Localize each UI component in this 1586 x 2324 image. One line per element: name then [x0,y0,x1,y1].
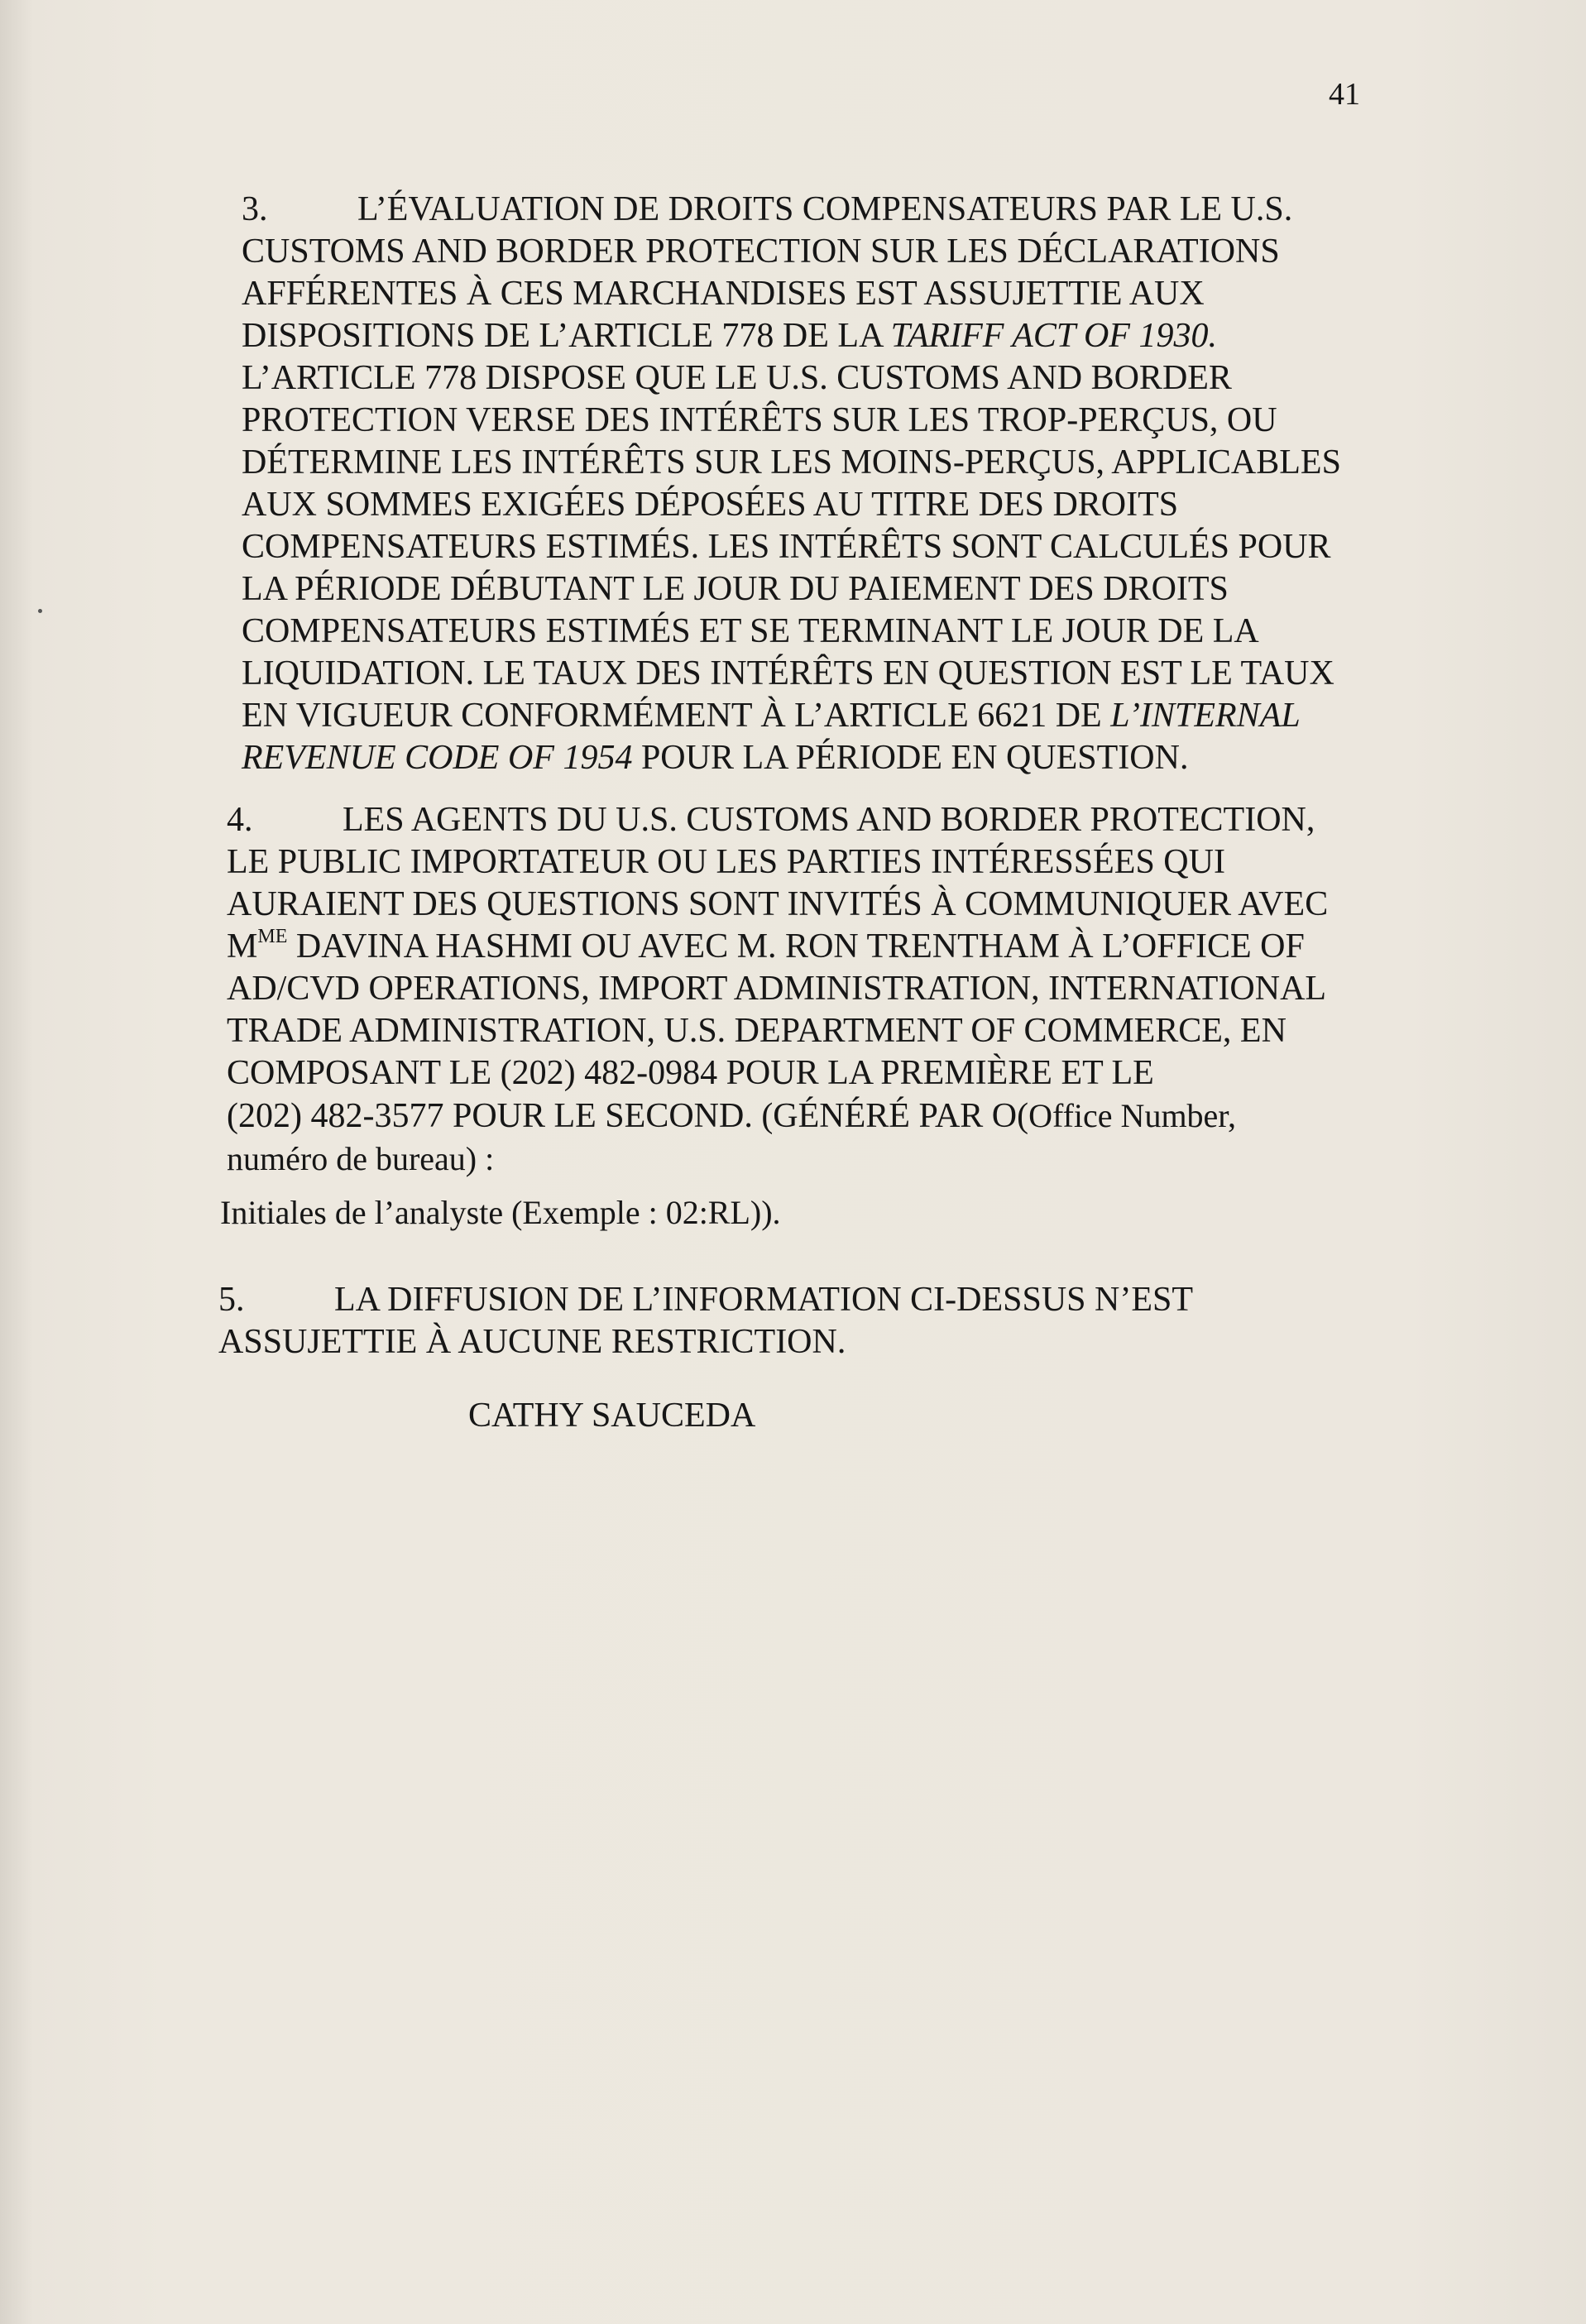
honorific: M [227,927,258,966]
initials-text: Initiales de l’analyste (Exemple : 02:RL)). [220,1194,781,1231]
section-text-line: DISPOSITIONS DE L’ARTICLE 778 DE LA [242,317,891,355]
scan-speck [38,609,42,613]
section-text-line: LIQUIDATION. LE TAUX DES INTÉRÊTS EN QUESTION EST LE TAUX [242,654,1334,692]
section-text-line: AFFÉRENTES À CES MARCHANDISES EST ASSUJETTIE AUX [242,275,1205,313]
section-text-line: COMPENSATEURS ESTIMÉS ET SE TERMINANT LE JOUR DE LA [242,612,1259,650]
section-text-line: ASSUJETTIE À AUCUNE RESTRICTION. [218,1323,846,1361]
section-number: 5. [218,1281,245,1319]
section-text-line: L’ARTICLE 778 DISPOSE QUE LE U.S. CUSTOMS AND BORDER [242,359,1232,397]
section-text-line: AUX SOMMES EXIGÉES DÉPOSÉES AU TITRE DES DROITS [242,486,1179,524]
section-text-line: Office Number, [1028,1097,1237,1134]
section-text-line: PROTECTION VERSE DES INTÉRÊTS SUR LES TROP-PERÇUS, OU [242,401,1277,439]
section-text-line: numéro de bureau) : [227,1140,495,1177]
section-text-line: DÉTERMINE LES INTÉRÊTS SUR LES MOINS-PERÇUS, APPLICABLES [242,443,1341,482]
section-3 [242,189,1341,779]
section-text-line: DAVINA HASHMI OU AVEC M. RON TRENTHAM À L’OFFICE OF [287,927,1305,966]
section-text-line: CUSTOMS AND BORDER PROTECTION SUR LES DÉCLARATIONS [242,232,1280,271]
honorific-superscript: ME [257,926,288,947]
section-text-line: LE PUBLIC IMPORTATEUR OU LES PARTIES INTÉRESSÉES QUI [227,843,1225,881]
section-text-line: L’ÉVALUATION DE DROITS COMPENSATEURS PAR LE U.S. [357,190,1293,228]
italic-code-title: REVENUE CODE OF 1954 [242,739,633,777]
section-text-line: (202) 482-3577 POUR LE SECOND. (GÉNÉRÉ PAR O( [227,1097,1029,1135]
section-text-line: LA DIFFUSION DE L’INFORMATION CI-DESSUS N’EST [334,1281,1194,1319]
section-number: 3. [242,190,268,228]
section-5 [218,1279,1193,1363]
section-4 [227,799,1328,1180]
section-text-line: AURAIENT DES QUESTIONS SONT INVITÉS À COMMUNIQUER AVEC [227,885,1329,923]
section-text-line: COMPENSATEURS ESTIMÉS. LES INTÉRÊTS SONT CALCULÉS POUR [242,528,1331,566]
section-text-line: POUR LA PÉRIODE EN QUESTION. [632,739,1189,777]
section-text-line: AD/CVD OPERATIONS, IMPORT ADMINISTRATION, INTERNATIONAL [227,970,1327,1008]
italic-code-title: L’INTERNAL [1110,697,1301,735]
section-text-line: LES AGENTS DU U.S. CUSTOMS AND BORDER PROTECTION, [343,801,1315,839]
section-text-line: COMPOSANT LE (202) 482-0984 POUR LA PREMIÈRE ET LE [227,1054,1154,1092]
section-text-line: LA PÉRIODE DÉBUTANT LE JOUR DU PAIEMENT DES DROITS [242,570,1229,608]
signature-name: CATHY SAUCEDA [468,1397,756,1435]
analyst-initials-line [220,1191,781,1234]
section-text-line: TRADE ADMINISTRATION, U.S. DEPARTMENT OF COMMERCE, EN [227,1012,1287,1050]
italic-act-title: TARIFF ACT OF 1930. [890,317,1217,355]
page-number: 41 [1329,77,1360,112]
section-text-line: EN VIGUEUR CONFORMÉMENT À L’ARTICLE 6621 DE [242,697,1111,735]
section-number: 4. [227,801,253,839]
